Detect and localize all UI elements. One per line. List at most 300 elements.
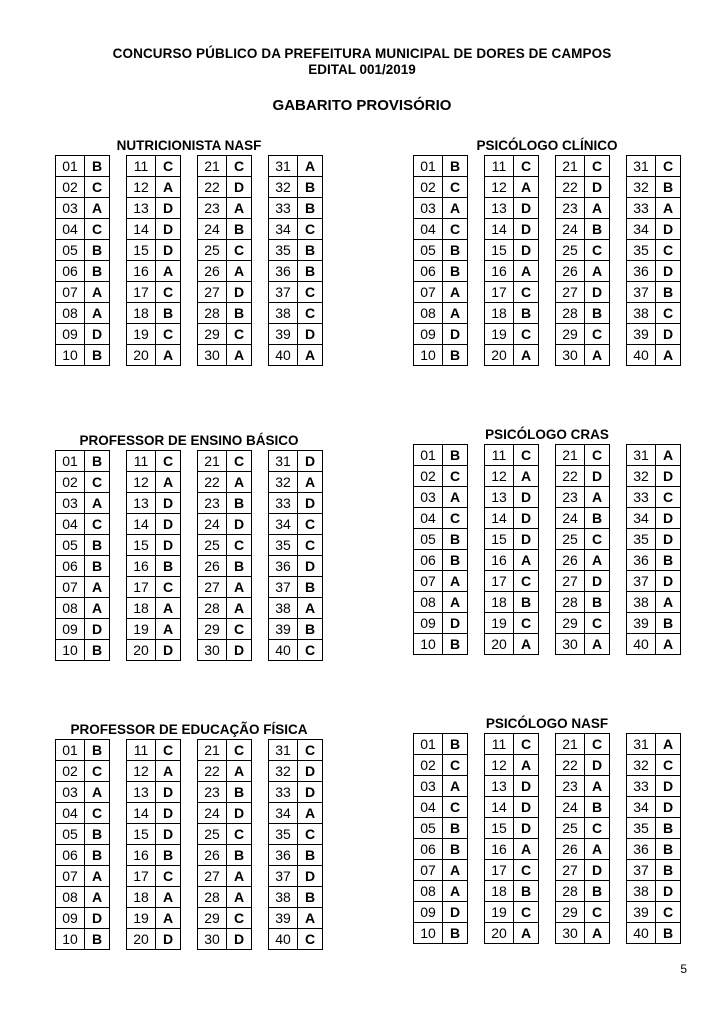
answer-letter: A [85, 577, 110, 598]
question-number: 27 [198, 866, 227, 887]
answer-letter: C [85, 514, 110, 535]
question-number: 13 [127, 493, 156, 514]
question-number: 07 [414, 571, 443, 592]
question-number: 15 [485, 818, 514, 839]
question-number: 36 [627, 839, 656, 860]
answer-letter: A [85, 198, 110, 219]
question-number: 30 [556, 634, 585, 655]
answer-row [56, 219, 110, 240]
answer-row [627, 508, 681, 529]
answer-letter: B [298, 198, 323, 219]
question-number: 22 [198, 761, 227, 782]
answer-row [627, 156, 681, 177]
answer-letter: A [298, 598, 323, 619]
answer-letter: C [585, 902, 610, 923]
answer-letter: B [585, 592, 610, 613]
answer-letter: D [443, 902, 468, 923]
answer-letter: D [656, 571, 681, 592]
question-number: 17 [127, 866, 156, 887]
answer-columns [413, 444, 681, 655]
answer-row [198, 556, 252, 577]
question-number: 37 [269, 866, 298, 887]
answer-row [198, 493, 252, 514]
answer-block [55, 135, 323, 366]
question-number: 31 [269, 451, 298, 472]
answer-row [127, 619, 181, 640]
answer-row [485, 550, 539, 571]
question-number: 26 [556, 839, 585, 860]
answer-letter: B [298, 177, 323, 198]
answer-row [414, 613, 468, 634]
answer-row [627, 177, 681, 198]
answer-letter: A [443, 198, 468, 219]
question-number: 25 [198, 535, 227, 556]
answer-row [127, 261, 181, 282]
question-number: 39 [269, 619, 298, 640]
question-number: 16 [485, 550, 514, 571]
question-number: 09 [414, 324, 443, 345]
question-number: 09 [56, 324, 85, 345]
answer-row [556, 923, 610, 944]
question-number: 04 [414, 219, 443, 240]
answer-letter: B [85, 451, 110, 472]
answer-block [55, 430, 323, 661]
answer-letter: B [443, 261, 468, 282]
answer-letter: B [585, 303, 610, 324]
answer-column [268, 155, 323, 366]
answer-letter: D [156, 240, 181, 261]
block-title: PSICÓLOGO CLÍNICO [476, 138, 618, 153]
question-number: 32 [269, 472, 298, 493]
answer-row [127, 198, 181, 219]
question-number: 03 [56, 782, 85, 803]
answer-row [127, 803, 181, 824]
answer-row [414, 797, 468, 818]
answer-letter: D [514, 487, 539, 508]
answer-letter: B [85, 240, 110, 261]
question-number: 21 [556, 734, 585, 755]
answer-row [627, 282, 681, 303]
question-number: 22 [198, 472, 227, 493]
answer-letter: D [298, 493, 323, 514]
answer-row [556, 261, 610, 282]
answer-row [198, 514, 252, 535]
question-number: 29 [556, 324, 585, 345]
answer-letter: C [514, 156, 539, 177]
answer-row [127, 556, 181, 577]
answer-letter: A [156, 261, 181, 282]
answer-row [414, 156, 468, 177]
question-number: 38 [269, 887, 298, 908]
question-number: 23 [556, 198, 585, 219]
question-number: 27 [556, 860, 585, 881]
question-number: 34 [627, 219, 656, 240]
question-number: 33 [627, 487, 656, 508]
answer-letter: C [585, 818, 610, 839]
answer-row [556, 734, 610, 755]
answer-row [627, 776, 681, 797]
answer-letter: A [85, 887, 110, 908]
answer-letter: C [298, 282, 323, 303]
answer-letter: C [227, 535, 252, 556]
answer-letter: C [227, 240, 252, 261]
answer-row [127, 640, 181, 661]
answer-letter: C [227, 451, 252, 472]
question-number: 19 [485, 902, 514, 923]
answer-letter: A [298, 908, 323, 929]
answer-row [56, 493, 110, 514]
question-number: 20 [127, 345, 156, 366]
answer-letter: C [585, 324, 610, 345]
question-number: 14 [485, 508, 514, 529]
answer-row [556, 860, 610, 881]
answer-row [127, 282, 181, 303]
answer-letter: A [443, 860, 468, 881]
answer-letter: A [514, 839, 539, 860]
answer-row [269, 345, 323, 366]
question-number: 39 [627, 324, 656, 345]
question-number: 07 [414, 282, 443, 303]
question-number: 33 [269, 198, 298, 219]
answer-letter: D [298, 324, 323, 345]
question-number: 22 [556, 177, 585, 198]
answer-row [485, 324, 539, 345]
question-number: 22 [556, 466, 585, 487]
question-number: 39 [627, 613, 656, 634]
answer-row [127, 177, 181, 198]
answer-row [627, 445, 681, 466]
answer-letter: D [156, 535, 181, 556]
answer-row [269, 261, 323, 282]
answer-row [414, 734, 468, 755]
answer-row [269, 866, 323, 887]
answer-letter: D [298, 451, 323, 472]
answer-letter: A [443, 571, 468, 592]
answer-letter: B [514, 881, 539, 902]
answer-letter: D [156, 514, 181, 535]
question-number: 06 [56, 845, 85, 866]
answer-letter: B [85, 929, 110, 950]
answer-letter: A [298, 472, 323, 493]
answer-block [55, 719, 323, 950]
question-number: 07 [56, 577, 85, 598]
question-number: 12 [485, 755, 514, 776]
answer-letter: A [227, 866, 252, 887]
question-number: 08 [414, 592, 443, 613]
answer-letter: D [227, 803, 252, 824]
answer-column [55, 739, 110, 950]
question-number: 20 [127, 929, 156, 950]
answer-row [485, 177, 539, 198]
answer-columns [413, 733, 681, 944]
answer-letter: C [585, 156, 610, 177]
question-number: 12 [127, 472, 156, 493]
answer-letter: D [585, 282, 610, 303]
answer-letter: C [656, 303, 681, 324]
question-number: 34 [627, 797, 656, 818]
answer-letter: A [85, 598, 110, 619]
answer-letter: D [585, 571, 610, 592]
answer-row [269, 598, 323, 619]
answer-row [269, 198, 323, 219]
answer-column [197, 450, 252, 661]
question-number: 21 [198, 740, 227, 761]
answer-letter: A [227, 887, 252, 908]
answer-letter: D [585, 177, 610, 198]
question-number: 35 [269, 240, 298, 261]
answer-letter: B [156, 556, 181, 577]
answer-row [414, 902, 468, 923]
answer-letter: B [656, 860, 681, 881]
question-number: 08 [56, 303, 85, 324]
answer-row [485, 198, 539, 219]
answer-letter: C [514, 282, 539, 303]
question-number: 28 [556, 592, 585, 613]
question-number: 18 [127, 598, 156, 619]
answer-row [414, 240, 468, 261]
question-number: 28 [198, 598, 227, 619]
question-number: 19 [127, 619, 156, 640]
answer-row [485, 345, 539, 366]
page-number: 5 [680, 962, 687, 976]
answer-letter: C [443, 466, 468, 487]
answer-letter: A [156, 345, 181, 366]
answer-letter: A [227, 761, 252, 782]
answer-row [627, 634, 681, 655]
answer-row [485, 839, 539, 860]
question-number: 35 [627, 240, 656, 261]
answer-row [56, 866, 110, 887]
answer-row [269, 887, 323, 908]
question-number: 09 [414, 613, 443, 634]
answer-letter: A [227, 198, 252, 219]
question-number: 16 [485, 261, 514, 282]
answer-letter: C [85, 761, 110, 782]
answer-letter: D [298, 782, 323, 803]
question-number: 29 [198, 619, 227, 640]
answer-letter: D [156, 929, 181, 950]
answer-letter: C [298, 535, 323, 556]
answer-row [269, 451, 323, 472]
question-number: 30 [198, 345, 227, 366]
answer-row [56, 782, 110, 803]
question-number: 11 [127, 451, 156, 472]
answer-row [56, 619, 110, 640]
answer-letter: A [585, 345, 610, 366]
answer-letter: C [443, 755, 468, 776]
answer-row [127, 761, 181, 782]
answer-row [485, 282, 539, 303]
question-number: 14 [485, 797, 514, 818]
question-number: 17 [485, 282, 514, 303]
question-number: 18 [127, 887, 156, 908]
answer-letter: B [443, 550, 468, 571]
answer-letter: B [443, 156, 468, 177]
answer-row [627, 550, 681, 571]
answer-letter: B [443, 818, 468, 839]
question-number: 32 [269, 761, 298, 782]
answer-letter: B [656, 839, 681, 860]
answer-row [56, 240, 110, 261]
block-title: PSICÓLOGO CRAS [485, 427, 609, 442]
answer-row [556, 445, 610, 466]
answer-letter: A [85, 866, 110, 887]
answer-row [556, 198, 610, 219]
answer-row [556, 550, 610, 571]
answer-letter: C [156, 740, 181, 761]
answer-row [627, 613, 681, 634]
answer-letter: B [656, 550, 681, 571]
answer-column [55, 155, 110, 366]
answer-row [485, 818, 539, 839]
answer-letter: B [85, 640, 110, 661]
question-number: 08 [414, 303, 443, 324]
answer-letter: B [85, 824, 110, 845]
question-number: 33 [269, 782, 298, 803]
question-number: 20 [127, 640, 156, 661]
question-number: 23 [198, 782, 227, 803]
question-number: 40 [269, 345, 298, 366]
answer-row [414, 529, 468, 550]
question-number: 26 [198, 556, 227, 577]
answer-letter: C [298, 740, 323, 761]
question-number: 31 [269, 156, 298, 177]
answer-row [485, 487, 539, 508]
question-number: 26 [556, 550, 585, 571]
answer-letter: D [298, 866, 323, 887]
answer-letter: D [156, 219, 181, 240]
answer-letter: A [443, 592, 468, 613]
answer-letter: C [585, 240, 610, 261]
answer-letter: C [298, 929, 323, 950]
answer-row [269, 556, 323, 577]
answer-row [56, 535, 110, 556]
answer-letter: C [227, 324, 252, 345]
answer-row [556, 797, 610, 818]
answer-row [414, 923, 468, 944]
question-number: 33 [627, 776, 656, 797]
answer-letter: A [156, 619, 181, 640]
question-number: 16 [127, 261, 156, 282]
answer-row [627, 860, 681, 881]
answer-letter: B [298, 577, 323, 598]
question-number: 26 [198, 261, 227, 282]
block-title: PROFESSOR DE ENSINO BÁSICO [79, 433, 299, 448]
answer-row [627, 303, 681, 324]
question-number: 36 [269, 845, 298, 866]
answer-letter: B [85, 556, 110, 577]
answer-letter: A [656, 592, 681, 613]
question-number: 05 [414, 529, 443, 550]
question-number: 27 [198, 577, 227, 598]
answer-row [556, 508, 610, 529]
answer-row [198, 303, 252, 324]
question-number: 23 [198, 493, 227, 514]
answer-row [127, 908, 181, 929]
question-number: 12 [127, 177, 156, 198]
answer-row [269, 803, 323, 824]
question-number: 37 [269, 282, 298, 303]
question-number: 29 [198, 908, 227, 929]
answer-row [127, 472, 181, 493]
answer-letter: C [156, 282, 181, 303]
question-number: 01 [56, 156, 85, 177]
answer-letter: D [656, 324, 681, 345]
answer-row [127, 219, 181, 240]
question-number: 11 [127, 740, 156, 761]
answer-row [414, 818, 468, 839]
answer-row [56, 761, 110, 782]
question-number: 37 [627, 571, 656, 592]
answer-row [198, 619, 252, 640]
question-number: 35 [269, 535, 298, 556]
question-number: 17 [127, 282, 156, 303]
answer-row [269, 619, 323, 640]
answer-letter: A [156, 177, 181, 198]
answer-row [414, 487, 468, 508]
answer-block [413, 713, 681, 944]
answer-row [198, 598, 252, 619]
answer-letter: A [85, 282, 110, 303]
header-gabarito-title: GABARITO PROVISÓRIO [272, 97, 452, 114]
answer-row [485, 734, 539, 755]
question-number: 08 [56, 887, 85, 908]
answer-row [485, 303, 539, 324]
question-number: 25 [556, 529, 585, 550]
answer-row [485, 776, 539, 797]
answer-row [556, 592, 610, 613]
question-number: 33 [269, 493, 298, 514]
question-number: 30 [556, 345, 585, 366]
answer-letter: D [298, 761, 323, 782]
answer-row [127, 156, 181, 177]
question-number: 20 [485, 923, 514, 944]
answer-row [414, 755, 468, 776]
answer-letter: D [85, 908, 110, 929]
answer-row [414, 198, 468, 219]
question-number: 12 [485, 466, 514, 487]
answer-row [269, 824, 323, 845]
answer-letter: B [85, 156, 110, 177]
answer-row [556, 902, 610, 923]
question-number: 14 [127, 803, 156, 824]
answer-row [414, 860, 468, 881]
answer-letter: A [585, 634, 610, 655]
answer-column [197, 739, 252, 950]
answer-row [127, 345, 181, 366]
question-number: 25 [198, 240, 227, 261]
answer-row [198, 845, 252, 866]
answer-letter: B [298, 887, 323, 908]
answer-letter: A [514, 923, 539, 944]
answer-column [126, 155, 181, 366]
question-number: 04 [414, 797, 443, 818]
question-number: 21 [198, 156, 227, 177]
question-number: 10 [414, 345, 443, 366]
question-number: 31 [627, 734, 656, 755]
question-number: 02 [414, 755, 443, 776]
answer-letter: C [585, 529, 610, 550]
answer-letter: A [227, 472, 252, 493]
question-number: 21 [556, 156, 585, 177]
question-number: 05 [414, 818, 443, 839]
answer-row [485, 508, 539, 529]
answer-row [198, 866, 252, 887]
question-number: 14 [485, 219, 514, 240]
answer-letter: A [156, 908, 181, 929]
answer-row [627, 818, 681, 839]
answer-letter: B [443, 634, 468, 655]
